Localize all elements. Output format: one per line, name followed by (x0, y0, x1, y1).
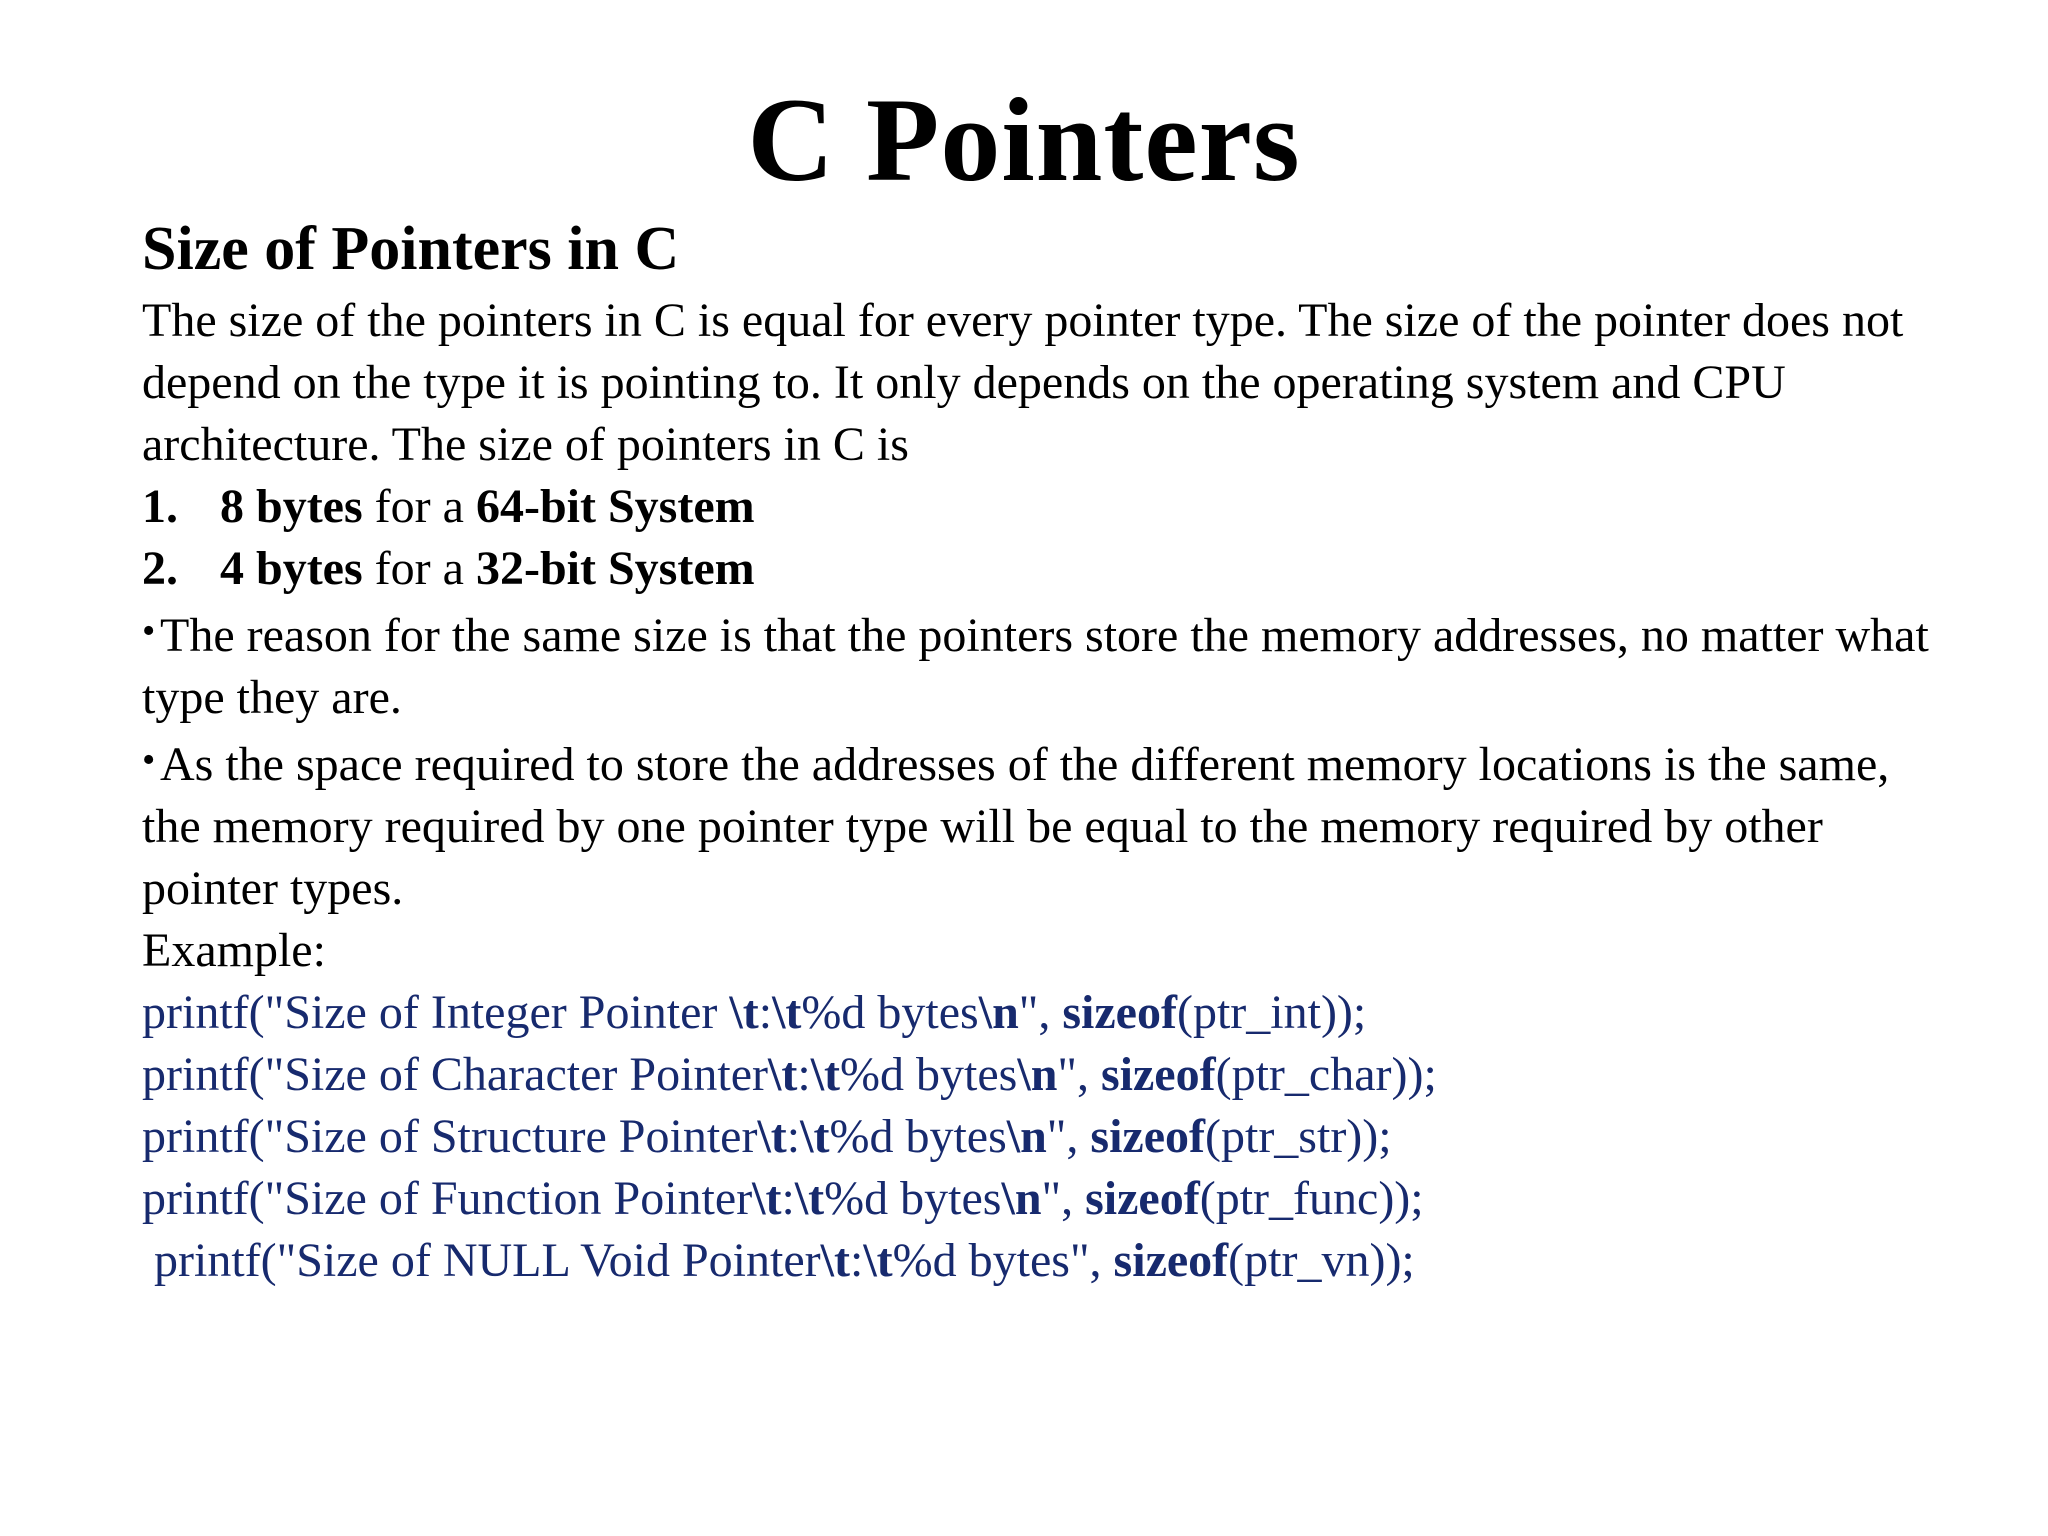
intro-paragraph: The size of the pointers in C is equal for every pointer type. The size of the pointer does not depend on the type it is pointing to. It only depends on the operating system and CPU architecture. The size of pointers in C is (142, 294, 1904, 471)
code-line (142, 1230, 1942, 1292)
code-keyword: sizeof (1113, 1234, 1229, 1287)
code-text: : (849, 1234, 864, 1287)
code-text: %d bytes (824, 1172, 1002, 1225)
code-text: ", (1057, 1048, 1101, 1101)
code-line (142, 1168, 1942, 1230)
bullet-point (142, 729, 1942, 920)
code-text: (ptr_func)); (1199, 1172, 1424, 1225)
code-text: (ptr_vn)); (1228, 1234, 1415, 1287)
code-escape: \t (820, 1234, 850, 1287)
code-escape: \t (794, 1172, 825, 1225)
code-line (142, 982, 1942, 1044)
code-text: printf("Size of NULL Void Pointer (154, 1234, 821, 1287)
list-number: 2. (142, 542, 178, 595)
code-text: (ptr_int)); (1176, 986, 1367, 1039)
bullet-text: As the space required to store the addresses of the different memory locations is the same, the memory required by one pointer type will be equal to the memory required by other pointer types. (142, 738, 1890, 915)
list-item (142, 538, 1942, 600)
code-text: (ptr_char)); (1215, 1048, 1437, 1101)
example-label: Example: (142, 924, 326, 977)
code-text: ", (1041, 1172, 1086, 1225)
code-keyword: sizeof (1062, 986, 1177, 1039)
code-text: : (781, 1172, 795, 1225)
code-escape: \n (1017, 1048, 1058, 1101)
list-bold-system: 64-bit System (475, 480, 755, 533)
code-text: printf("Size of Function Pointer (142, 1172, 753, 1225)
code-text: %d bytes (892, 1234, 1070, 1287)
code-escape: \t (863, 1234, 893, 1287)
list-text (220, 476, 755, 538)
bullet-text: The reason for the same size is that the pointers store the memory addresses, no matter what type they are. (142, 609, 1929, 724)
code-escape: \t (757, 1110, 787, 1163)
code-escape: \n (978, 986, 1019, 1039)
code-text: %d bytes (840, 1048, 1018, 1101)
section-heading: Size of Pointers in C (142, 215, 680, 283)
code-escape: \t (800, 1110, 830, 1163)
code-text: printf("Size of Character Pointer (142, 1048, 769, 1101)
slide-content (142, 214, 1942, 1292)
code-escape: \t (752, 1172, 782, 1225)
list-number: 1. (142, 480, 178, 533)
list-connector: for a (362, 542, 476, 595)
code-line (142, 1044, 1942, 1106)
list-bold-size: 4 bytes (220, 542, 363, 595)
code-text: %d bytes (829, 1110, 1007, 1163)
code-line (142, 1106, 1942, 1168)
code-text: ", (1069, 1234, 1114, 1287)
code-keyword: sizeof (1090, 1110, 1205, 1163)
code-escape: \t (810, 1048, 841, 1101)
bullet-icon: • (142, 739, 156, 781)
code-escape: \t (729, 986, 759, 1039)
code-escape: \n (1006, 1110, 1047, 1163)
list-text (220, 538, 755, 600)
list-item (142, 476, 1942, 538)
list-connector: for a (362, 480, 476, 533)
code-keyword: sizeof (1085, 1172, 1200, 1225)
code-text: : (786, 1110, 801, 1163)
code-text: : (797, 1048, 811, 1101)
code-text: ", (1018, 986, 1063, 1039)
code-escape: \t (768, 1048, 798, 1101)
list-bold-system: 32-bit System (475, 542, 755, 595)
list-bold-size: 8 bytes (220, 480, 363, 533)
code-text: printf("Size of Structure Pointer (142, 1110, 758, 1163)
slide-title: C Pointers (747, 73, 1301, 206)
code-text: ", (1046, 1110, 1091, 1163)
code-text: (ptr_str)); (1205, 1110, 1392, 1163)
code-text: : (758, 986, 773, 1039)
code-text: printf("Size of Integer Pointer (142, 986, 730, 1039)
code-escape: \n (1001, 1172, 1042, 1225)
bullet-icon: • (142, 610, 156, 652)
code-text: %d bytes (801, 986, 979, 1039)
code-escape: \t (772, 986, 802, 1039)
bullet-point (142, 600, 1942, 729)
code-keyword: sizeof (1100, 1048, 1216, 1101)
